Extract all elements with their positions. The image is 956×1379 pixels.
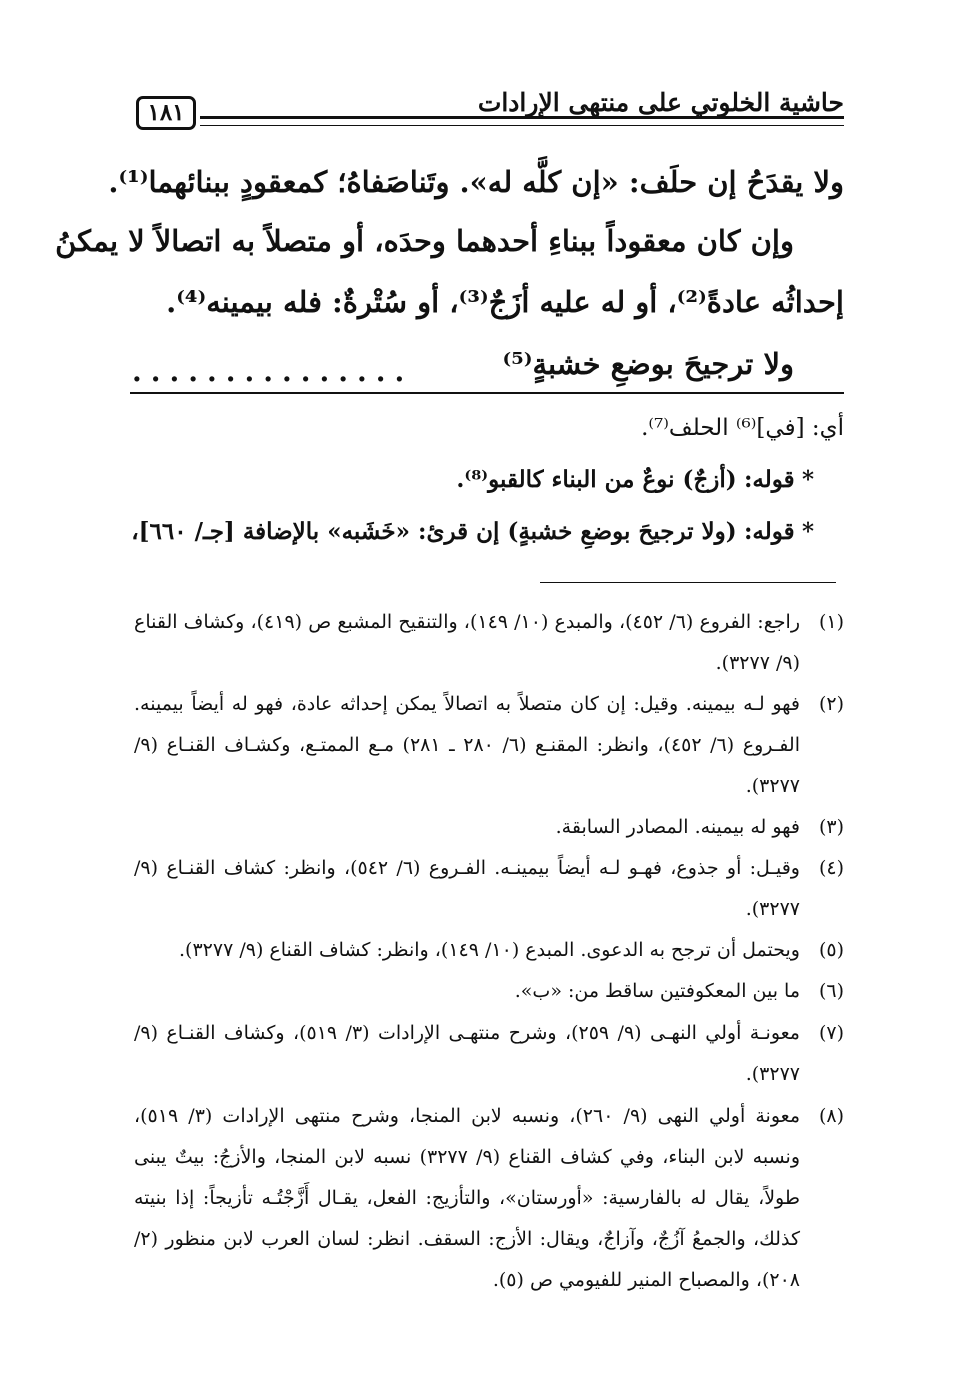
footnote-number: (٨) (818, 1105, 844, 1127)
running-header-title: حاشية الخلوتي على منتهى الإرادات (477, 88, 844, 117)
footnote-text: معونة أولي النهى (٩/ ٢٦٠)، ونسبه لابن المنجا، وشرح منتهى الإرادات (٣/ ٥١٩)، ونسبه لابن البناء، وفي كشاف القناع (٩/ ٣٢٧٧) نسبه لابن المنجا، والأزجُ: بيتٌ يبنى طولاً، يقال له بالفارسية: «أورستان»، والتأزيج: الفعل، يقـال أَزَّجْتُـه تأزيجاً: إذا بنيته كذلك، والجمعُ آزُجٌ، وآزاجٌ، ويقال: الأزج: السقف. انظر: لسان العرب لابن منظور (٢/ ٢٠٨)، والمصباح المنير للفيومي ص (٥). (134, 1105, 800, 1291)
footnote-number: (٤) (818, 857, 844, 879)
footnote-2 (134, 684, 844, 807)
footnote-8 (134, 1096, 844, 1301)
footnote-6 (134, 971, 844, 1012)
footnote-text: ما بين المعكوفتين ساقط من: «ب». (514, 980, 800, 1002)
footnote-4 (134, 848, 844, 930)
qawluhu-label: قوله: (743, 466, 795, 493)
footnote-number: (٣) (818, 816, 844, 838)
qawluhu-label: قوله: (743, 518, 795, 545)
footnote-number: (٦) (818, 980, 844, 1002)
matn-line-3: إحداثُه عادةً⁽²⁾، أو له عليه أزَجٌ⁽³⁾، أو سُتْرةٌ: فله بيمينه⁽⁴⁾. (166, 285, 844, 319)
footnote-number: (١) (818, 611, 844, 633)
footnote-number: (٧) (818, 1022, 844, 1044)
sharh-line-2 (124, 462, 844, 498)
footnote-number: (٢) (818, 693, 844, 715)
footnote-number: (٥) (818, 939, 844, 961)
dots-leader: ............... (132, 355, 414, 388)
footnote-text: وقيـل: أو جذوع، فهـو لـه أيضاً بيمينـه. الفـروع (٦/ ٥٤٢)، وانظر: كشاف القنـاع (٩/ ٣٢٧٧). (134, 857, 800, 920)
footnote-text: فهو لـه بيمينه. وقيل: إن كان متصلاً به اتصالاً يمكن إحداثه عادة، فهو له أيضاً بيمينه. الفـروع (٦/ ٤٥٢)، وانظر: المقنـع (٦/ ٢٨٠ ـ ٢٨١) مـع الممتـع، وكشـاف القنـاع (٩/ ٣٢٧٧). (134, 693, 800, 797)
footnote-1 (134, 602, 844, 684)
matn-line-2: وإن كان معقوداً ببناءِ أحدهما وحدَه، أو متصلاً به اتصالاً لا يمكنُ (55, 224, 794, 258)
footnote-3 (134, 807, 844, 848)
sharh-line-1: أي: [في]⁽⁶⁾ الحلف⁽⁷⁾. (641, 415, 844, 441)
footnote-text: ويحتمل أن ترجح به الدعوى. المبدع (١٠/ ١٤٩)، وانظر: كشاف القناع (٩/ ٣٢٧٧). (179, 939, 800, 961)
page-number: ١٨١ (136, 96, 196, 130)
footnotes-separator (540, 582, 836, 583)
sharh-text: (أزجٌ) نوعٌ من البناء كالقبو⁽⁸⁾. (456, 466, 737, 493)
sharh-text: (ولا ترجيحَ بوضعِ خشبةٍ) إن قرئ: «خَشَبه» بالإضافة [جـ/ ٦٦٠]، (131, 518, 737, 545)
footnote-text: معونـة أولي النهـى (٩/ ٢٥٩)، وشرح منتهـى الإرادات (٣/ ٥١٩)، وكشاف القنـاع (٩/ ٣٢٧٧). (134, 1022, 800, 1085)
footnote-5 (134, 930, 844, 971)
footnote-7 (134, 1013, 844, 1095)
footnote-text: راجع: الفروع (٦/ ٤٥٢)، والمبدع (١٠/ ١٤٩)، والتنقيح المشبع ص (٤١٩)، وكشاف القناع (٩/ ٣٢٧٧). (134, 611, 800, 674)
matn-line-4: ولا ترجيحَ بوضعِ خشبةٍ⁽⁵⁾ (502, 347, 794, 381)
footnote-text: فهو له بيمينه. المصادر السابقة. (555, 816, 800, 838)
header-rule (200, 116, 844, 126)
matn-sharh-divider (130, 392, 844, 394)
sharh-line-3 (124, 514, 844, 550)
asterisk-icon: * (801, 466, 814, 493)
matn-line-1: ولا يقدَحُ إن حلَف: «إن كلَّه له». وتَناصَفاهُ؛ كمعقودٍ ببنائهما⁽¹⁾. (108, 165, 844, 199)
asterisk-icon: * (801, 518, 814, 545)
